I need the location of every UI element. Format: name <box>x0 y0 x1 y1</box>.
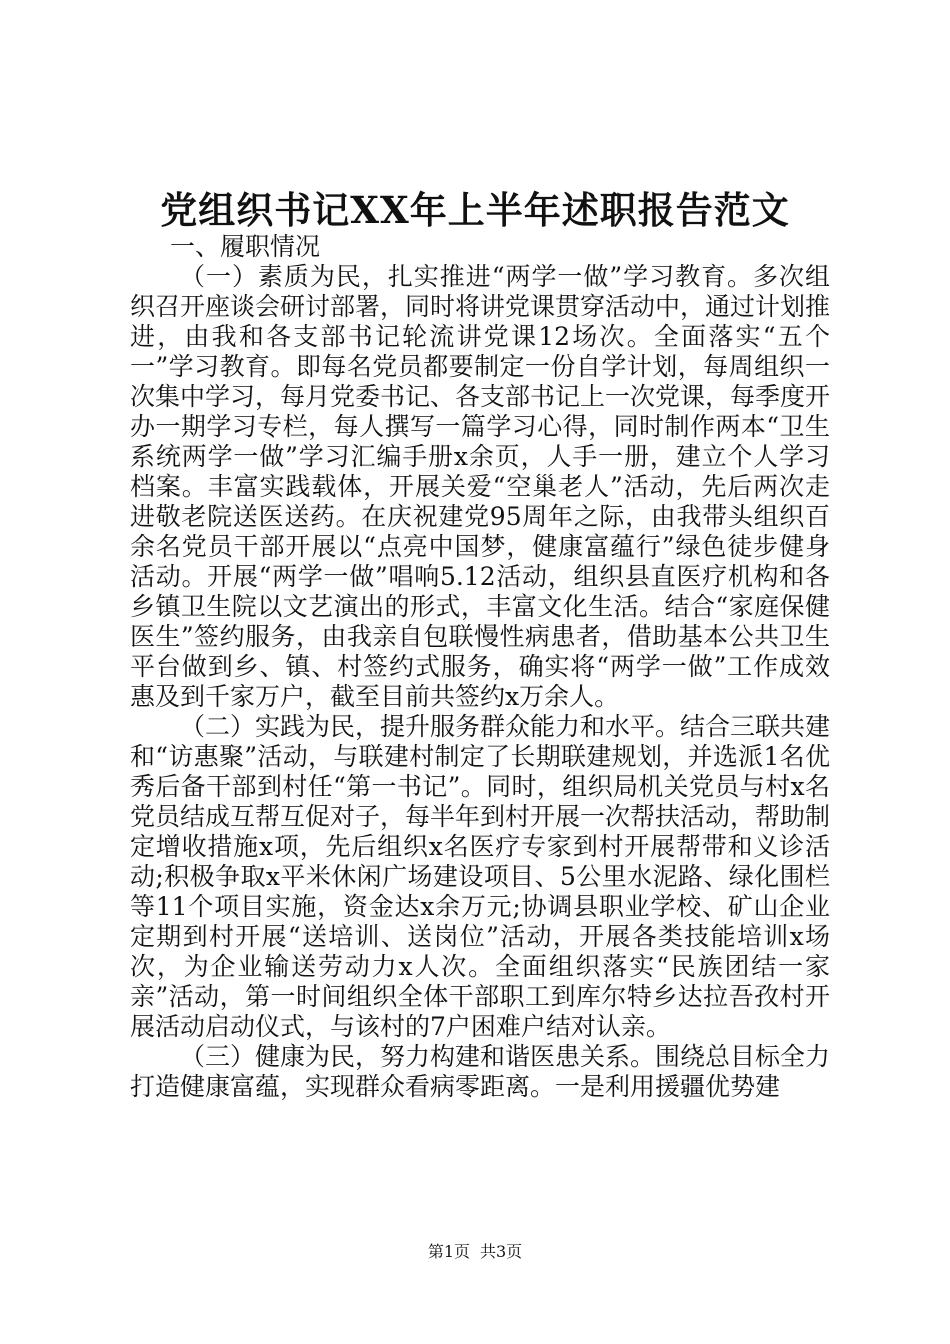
page-total: 共3页 <box>480 1242 523 1261</box>
document-body <box>130 232 830 1102</box>
page-number: 第1页 <box>427 1242 470 1261</box>
paragraph-1: （一）素质为民，扎实推进“两学一做”学习教育。多次组织召开座谈会研讨部署，同时将讲党课贯穿活动中，通过计划推进，由我和各支部书记轮流讲党课12场次。全面落实“五个一”学习教育。即每名党员都要制定一份自学计划，每周组织一次集中学习，每月党委书记、各支部书记上一次党课，每季度开办一期学习专栏，每人撰写一篇学习心得，同时制作两本“卫生系统两学一做”学习汇编手册x余页，人手一册，建立个人学习档案。丰富实践载体，开展关爱“空巢老人”活动，先后两次走进敬老院送医送药。在庆祝建党95周年之际，由我带头组织百余名党员干部开展以“点亮中国梦，健康富蕴行”绿色徒步健身活动。开展“两学一做”唱响5.12活动，组织县直医疗机构和各乡镇卫生院以文艺演出的形式，丰富文化生活。结合“家庭保健医生”签约服务，由我亲自包联慢性病患者，借助基本公共卫生平台做到乡、镇、村签约式服务，确实将“两学一做”工作成效惠及到千家万户，截至目前共签约x万余人。 <box>130 262 831 711</box>
paragraph-3: （三）健康为民，努力构建和谐医患关系。围绕总目标全力打造健康富蕴，实现群众看病零距离。一是利用援疆优势建 <box>130 1042 831 1101</box>
paragraph-2: （二）实践为民，提升服务群众能力和水平。结合三联共建和“访惠聚”活动，与联建村制定了长期联建规划，并选派1名优秀后备干部到村任“第一书记”。同时，组织局机关党员与村x名党员结成互帮互促对子，每半年到村开展一次帮扶活动，帮助制定增收措施x项，先后组织x名医疗专家到村开展帮带和义诊活动;积极争取x平米休闲广场建设项目、5公里水泥路、绿化围栏等11个项目实施，资金达x余万元;协调县职业学校、矿山企业定期到村开展“送培训、送岗位”活动，开展各类技能培训x场次，为企业输送劳动力x人次。全面组织落实“民族团结一家亲”活动，第一时间组织全体干部职工到库尔特乡达拉吾孜村开展活动启动仪式，与该村的7户困难户结对认亲。 <box>130 712 831 1041</box>
page-footer <box>0 1241 950 1263</box>
section-heading: 一、履职情况 <box>170 232 321 261</box>
document-title: 党组织书记XX年上半年述职报告范文 <box>160 188 790 232</box>
